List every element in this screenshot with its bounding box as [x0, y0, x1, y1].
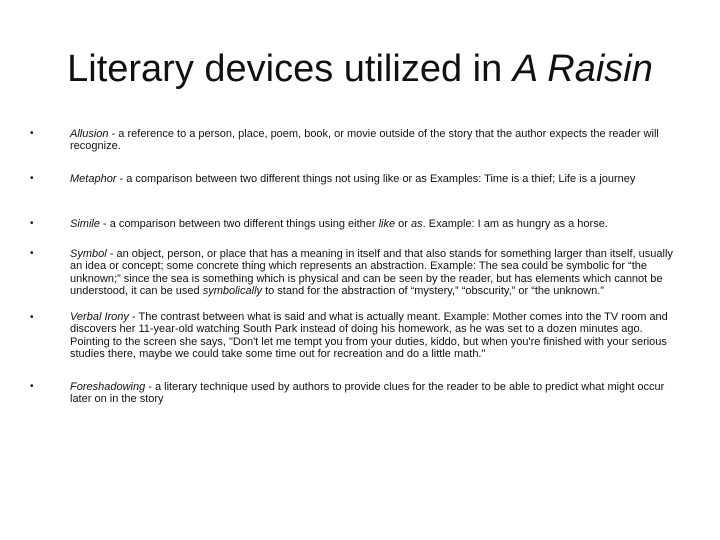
slide-title: [0, 44, 720, 94]
list-item-symbol: [70, 248, 676, 298]
term-verbal-irony: Verbal Irony: [70, 311, 129, 323]
definition-allusion: - a reference to a person, place, poem, book, or movie outside of the story that the author expects the reader will recognize.: [70, 128, 659, 153]
bullet-icon: •: [30, 218, 34, 229]
term-symbol: Symbol: [70, 248, 107, 260]
list-item-foreshadowing: [70, 381, 676, 406]
bullet-icon: •: [30, 248, 34, 259]
word-or: or: [395, 218, 411, 230]
bullet-icon: •: [30, 381, 34, 392]
definition-foreshadowing: - a literary technique used by authors to provide clues for the reader to be able to predict what might occur later on in the story: [70, 381, 665, 406]
title-prefix: Literary devices utilized in: [67, 48, 513, 90]
list-item-simile: [70, 218, 676, 230]
definition-symbol-b: to stand for the abstraction of “mystery,” “obscurity,” or “the unknown.”: [262, 285, 604, 298]
definition-verbal-irony: - The contrast between what is said and what is actually meant. Example: Mother comes into the TV room and discovers her 11-year-old watching South Park instead of doing his homework, as he was set to a dozen minutes ago. Pointing to the screen she says, "Don't let me tempt you from your duties, kiddo, but when you're finished with your serious studies there, maybe we could take some time out for recreation and do a little math.": [70, 311, 668, 361]
bullet-icon: •: [30, 312, 34, 323]
list-item-allusion: [70, 128, 676, 153]
term-simile: Simile: [70, 218, 100, 230]
list-item-metaphor: [70, 173, 676, 185]
bullet-icon: •: [30, 173, 34, 184]
word-like: like: [378, 218, 396, 230]
definition-simile-a: - a comparison between two different things using either: [99, 218, 379, 230]
word-symbolically: symbolically: [202, 285, 263, 298]
term-metaphor: Metaphor: [70, 173, 117, 185]
term-foreshadowing: Foreshadowing: [70, 381, 146, 393]
list-item-verbal-irony: [70, 311, 676, 361]
definition-metaphor: - a comparison between two different things not using like or as Examples: Time is a thief; Life is a journey: [116, 173, 636, 185]
bullet-icon: •: [30, 128, 34, 139]
word-as: as: [411, 218, 423, 230]
definition-symbol-a: - an object, person, or place that has a meaning in itself and that also stands for something larger than itself, usually an idea or concept; some concrete thing which represents an abstraction. Example: The sea could be symbolic for “the unknown;” since the sea is something which is physical and can be seen by the reader, but has elements which cannot be understood, it can be used: [70, 248, 673, 298]
definition-simile-b: . Example: I am as hungry as a horse.: [422, 218, 608, 230]
title-emphasis: A Raisin: [512, 48, 653, 90]
term-allusion: Allusion: [70, 128, 109, 140]
